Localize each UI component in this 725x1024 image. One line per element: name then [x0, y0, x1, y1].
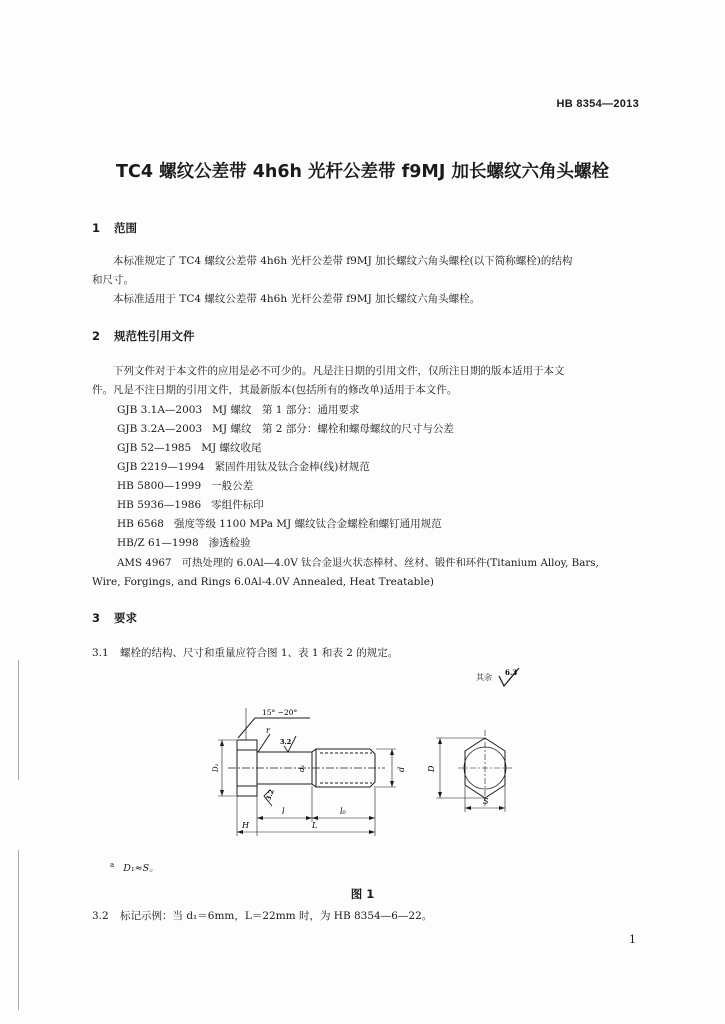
clause-number: 3.1 — [92, 647, 109, 659]
section-title: 要求 — [114, 611, 137, 625]
dim-D1-label: D₁ — [212, 763, 220, 772]
reference-item — [117, 478, 253, 493]
section-number: 2 — [92, 329, 101, 343]
reference-item — [117, 421, 454, 436]
reference-item — [117, 516, 442, 531]
dim-l-label: l — [282, 807, 285, 816]
fillet-label: r — [266, 726, 270, 735]
reference-title: 紧固件用钛及钛合金棒(线)材规范 — [214, 461, 370, 473]
dim-d1-label: d₁ — [298, 764, 306, 772]
note-text: D₁≈S。 — [123, 863, 159, 874]
clause-3-2 — [92, 907, 432, 926]
reference-code: GJB 3.1A—2003 — [117, 404, 203, 416]
dim-H-label: H — [242, 821, 249, 830]
roughness-label: 其余 — [476, 673, 492, 682]
document-title: TC4 螺纹公差带 4h6h 光杆公差带 f9MJ 加长螺纹六角头螺栓 — [116, 162, 609, 182]
scan-artifact-line — [18, 850, 19, 1010]
clause-3-1 — [92, 644, 398, 663]
roughness-callout: 3.2 — [280, 738, 292, 746]
ams-reference-line1: AMS 4967 可热处理的 6.0Al—4.0V 钛合金退火状态棒材、丝材、锻件和环件(Titanium Alloy, Bars, — [117, 557, 599, 569]
section-number: 1 — [92, 221, 101, 235]
clause-text: 标记示例：当 d₁＝6mm，L＝22mm 时，为 HB 8354—6—22。 — [120, 910, 433, 922]
angle-label: 15° ~20° — [262, 708, 298, 717]
reference-item — [117, 440, 262, 455]
clause-number: 3.2 — [92, 910, 109, 922]
page-number: 1 — [629, 933, 636, 946]
reference-title: 强度等级 1100 MPa MJ 螺纹钛合金螺栓和螺钉通用规范 — [173, 518, 442, 530]
reference-title: 一般公差 — [211, 480, 254, 492]
reference-code: GJB 2219—1994 — [117, 461, 205, 473]
reference-item — [117, 497, 264, 512]
refs-intro-line1: 下列文件对于本文件的应用是必不可少的。凡是注日期的引用文件，仅所注日期的版本适用于本文 — [113, 365, 565, 377]
reference-title: 渗透检验 — [208, 537, 251, 549]
dim-L-label: L — [312, 821, 318, 830]
reference-code: HB 5936—1986 — [117, 499, 202, 511]
refs-intro-line2: 件。凡是不注日期的引用文件，其最新版本(包括所有的修改单)适用于本文件。 — [92, 384, 458, 396]
scope-paragraph-1-line1: 本标准规定了 TC4 螺纹公差带 4h6h 光杆公差带 f9MJ 加长螺纹六角头螺栓(以下简称螺栓)的结构 — [113, 255, 573, 267]
reference-item — [117, 402, 359, 417]
reference-code: GJB 3.2A—2003 — [117, 423, 203, 435]
reference-code: GJB 52—1985 — [117, 442, 192, 454]
reference-item — [117, 535, 251, 550]
section-3-heading — [92, 610, 137, 626]
section-title: 范围 — [114, 221, 137, 235]
section-title: 规范性引用文件 — [114, 329, 195, 343]
reference-title: MJ 螺纹 第 1 部分：通用要求 — [212, 404, 360, 416]
reference-code: HB 6568 — [117, 518, 164, 530]
roughness-symbol-icon — [497, 666, 523, 690]
dim-d-label: d — [397, 766, 406, 772]
figure-caption: 图 1 — [350, 887, 375, 901]
figure-note — [110, 860, 159, 874]
bolt-drawing — [200, 700, 530, 845]
section-2-heading — [92, 328, 195, 344]
section-1-heading — [92, 220, 137, 236]
reference-code: HB/Z 61—1998 — [117, 537, 199, 549]
standard-code: HB 8354—2013 — [556, 98, 639, 110]
clause-text: 螺栓的结构、尺寸和重量应符合图 1、表 1 和表 2 的规定。 — [120, 647, 399, 659]
reference-item — [117, 459, 370, 474]
reference-code: HB 5800—1999 — [117, 480, 202, 492]
reference-title: MJ 螺纹 第 2 部分：螺栓和螺母螺纹的尺寸与公差 — [212, 423, 454, 435]
ams-reference-line2: Wire, Forgings, and Rings 6.0Al-4.0V Annealed, Heat Treatable) — [92, 576, 435, 588]
scope-paragraph-1-line2: 和尺寸。 — [92, 274, 134, 286]
dim-D-label: D — [427, 765, 436, 772]
dim-S-label: S — [483, 797, 489, 806]
roughness-value: 6.3 — [505, 668, 518, 677]
roughness-callout-2: 3.2 — [264, 788, 276, 802]
dim-l0-label: l₀ — [340, 807, 346, 816]
reference-title: MJ 螺纹收尾 — [201, 442, 262, 454]
section-number: 3 — [92, 611, 101, 625]
scope-paragraph-2: 本标准适用于 TC4 螺纹公差带 4h6h 光杆公差带 f9MJ 加长螺纹六角头螺栓。 — [113, 293, 481, 305]
reference-title: 零组件标印 — [211, 499, 264, 511]
note-marker: a — [110, 860, 115, 869]
scan-artifact-line — [18, 660, 19, 780]
